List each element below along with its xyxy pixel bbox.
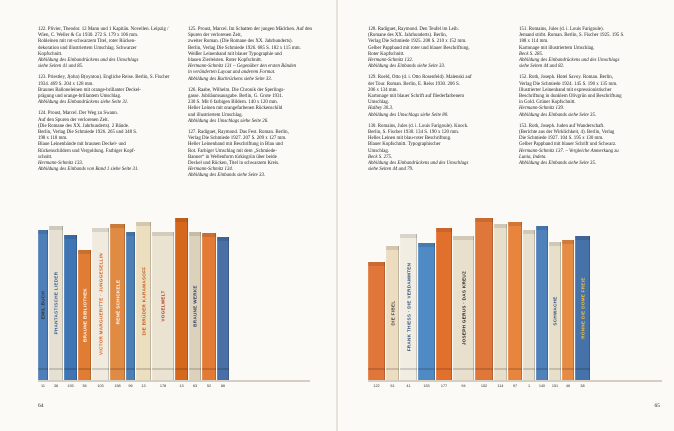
- entry-line: und illustriertem Umschlag.: [188, 112, 243, 118]
- book-spine: [152, 232, 174, 380]
- catalog-number: 151: [551, 384, 559, 388]
- entry-line: Abbildung des Einbands siehe Seite 33.: [188, 173, 266, 179]
- entry-line: 188 x 114 mm.: [519, 39, 549, 45]
- book-spine: [400, 234, 417, 380]
- entry-line: Gelber Pappband mit blauer Schrift und Schwarz.: [519, 142, 617, 148]
- entry-line: Kartonage mit illustriertem Umschlag.: [519, 45, 595, 51]
- spine-top-band: [368, 262, 385, 266]
- page-number-left: 64: [38, 403, 44, 409]
- spine-title: DIE FIBEL: [390, 300, 395, 326]
- entry-line: 123. Priestley, J(ohn) B(oynton). Engliche Reise. Berlin, S. Fischer 1934. 469 S. 204 x 128 mm.: [38, 75, 170, 87]
- catalog-number: 11: [41, 384, 45, 388]
- spine-title: BRAUNE WERKE: [192, 285, 198, 327]
- entry-line: Kopfschnitt.: [38, 51, 63, 57]
- entry-line: Abbildung des Umschlags siehe Seite 26.: [188, 118, 269, 124]
- entry-line: Rohleinen mit rot-schwarzem Titel, roter Rücken-: [38, 39, 136, 45]
- catalog-entry: [188, 130, 324, 180]
- spine-decor-band: [453, 368, 474, 370]
- book-spine: [575, 236, 590, 380]
- spine-decor-band: [508, 368, 522, 370]
- right-bookshelf: [368, 217, 662, 382]
- book-spine: [126, 232, 135, 380]
- entry-line: 230 S. Mit 6 farbigen Bildern. 140 x 120 mm.: [188, 100, 278, 106]
- book-spine: [217, 237, 229, 380]
- book-spine: [562, 240, 574, 380]
- spine-decor-band: [436, 368, 452, 370]
- entry-line: 129. Roeld, Otto (d. i. Otto Rosenfeld). Malenski auf: [368, 75, 472, 81]
- spine-decor-band: [523, 368, 535, 370]
- spine-title: RÖNNE DIE DOME FREIE: [580, 277, 585, 339]
- entry-line: Abbildung des Einbands siehe Seite 35.: [519, 161, 597, 167]
- spine-decor-band: [175, 368, 188, 370]
- catalog-entry: [368, 27, 505, 70]
- book-spine: [418, 243, 435, 380]
- spine-decor-band: [400, 368, 417, 370]
- catalog-entry: [38, 27, 174, 70]
- spine-top-band: [110, 224, 125, 228]
- book-spine: [175, 218, 188, 380]
- entry-line: Banner“ in Wellenform türkisgrün über beide: [188, 154, 277, 160]
- spine-title: RENÉ SCHICKELE: [115, 279, 120, 325]
- entry-line: dekoration und illustriertem Umschlag. Schwarzer: [38, 45, 137, 51]
- spine-title: BRAUNE BIBLIOTHEK: [82, 287, 87, 343]
- spine-top-band: [152, 232, 174, 236]
- entry-line: Abbildung des Einbandrückens und des Umschlags: [368, 161, 469, 167]
- entry-line: Abbildung des Einbandrückens und des Umschlags: [519, 58, 620, 64]
- spine-decor-band: [549, 368, 561, 370]
- entry-line: 124. Proust, Marcel. Der Weg zu Swann.: [38, 111, 118, 117]
- spine-top-band: [508, 222, 522, 226]
- catalog-number: 86: [220, 384, 226, 388]
- catalog-number: 153: [423, 384, 430, 388]
- entry-line: Blaue Leinenbände mit braunen Deckel- und: [38, 142, 126, 148]
- spine-top-band: [418, 243, 435, 247]
- spine-top-band: [494, 224, 507, 228]
- right-column-2: [519, 27, 656, 178]
- book-spine: [523, 230, 535, 380]
- entry-line: Berlin, Verlag Die Schmiede 1926. 685 S. 182 x 115 mm.: [188, 45, 301, 51]
- entry-line: Heller Leinenband mit Beschriftung in Blau und: [188, 142, 283, 148]
- spine-decor-band: [152, 368, 174, 370]
- spine-top-band: [562, 240, 574, 244]
- book-spine: [508, 222, 522, 380]
- entry-line: blauen Zierleisten. Roter Kopfschnitt.: [188, 58, 263, 64]
- spine-top-band: [453, 236, 474, 240]
- left-page: [0, 0, 336, 431]
- entry-line: Lunia, Indeta.: [519, 154, 547, 160]
- catalog-number: 122: [373, 384, 380, 388]
- catalog-number: 158: [114, 384, 121, 388]
- spine-top-band: [64, 235, 77, 239]
- spine-top-band: [78, 250, 91, 254]
- entry-line: Weißer Leinenband mit blauer Typographie und: [188, 51, 282, 57]
- spine-decor-band: [136, 368, 151, 370]
- entry-line: der Tour. Roman. Berlin, E. Reiss 1930. 206 S.: [368, 81, 460, 87]
- entry-line: 152. Roth, Joseph. Hotel Savoy. Roman. Berlin,: [519, 75, 613, 81]
- entry-line: Abbildung des Einbandrückens siehe Seite 31.: [38, 100, 129, 106]
- entry-line: Halbey 30.3.: [368, 106, 394, 112]
- entry-line: Abbildung des Einbands von Band 1 siehe Seite 31.: [38, 167, 139, 173]
- catalog-entry: [38, 75, 174, 106]
- spine-title: DIE BRÜDER KARAMASOFF: [141, 266, 146, 336]
- spine-decor-band: [368, 368, 385, 370]
- catalog-number: 38: [580, 384, 585, 388]
- spine-top-band: [49, 226, 63, 230]
- book-spine: [549, 242, 561, 380]
- spine-top-band: [217, 237, 229, 241]
- entry-line: Roter Kopfschnitt.: [368, 51, 405, 57]
- entry-line: Auf den Spuren der verlorenen Zeit.: [38, 117, 109, 123]
- entry-line: Hermann-Schmitz 132.: [368, 58, 414, 64]
- entry-line: siehe Seiten 44 und 79.: [368, 167, 414, 173]
- spine-top-band: [136, 222, 151, 226]
- spine-top-band: [92, 228, 109, 232]
- catalog-number: 51: [390, 384, 395, 388]
- entry-line: Verlag Die Schmiede 1925. 208 S. 210 x 152 mm.: [368, 39, 467, 45]
- spine-decor-band: [189, 368, 201, 370]
- spine-decor-band: [38, 368, 48, 370]
- spine-top-band: [175, 218, 188, 222]
- spine-top-band: [536, 226, 548, 230]
- catalog-number: 96: [128, 384, 133, 388]
- catalog-number: 1: [527, 384, 531, 388]
- catalog-entry: [519, 27, 656, 70]
- book-spine: [136, 222, 151, 380]
- entry-line: Abbildung des Einbands siehe Seite 35.: [519, 112, 597, 118]
- entry-line: in Gold. Grüner Kopfschnitt.: [519, 100, 576, 106]
- catalog-number: 38: [53, 384, 59, 388]
- right-column-1: [368, 27, 505, 178]
- catalog-number: 152: [480, 384, 488, 388]
- entry-line: 198 x 118 mm.: [38, 136, 68, 142]
- spine-decor-band: [386, 368, 399, 370]
- entry-line: Hermann-Schmitz 134.: [188, 167, 234, 173]
- spine-top-band: [38, 230, 48, 234]
- spine-title: JOSEPH GERUS · DAS KREUZ: [461, 270, 466, 346]
- book-spine: [494, 224, 507, 380]
- catalog-number: 63: [192, 384, 198, 388]
- entry-line: 127. Radiguet, Raymond. Das Fest. Roman. Berlin,: [188, 130, 289, 136]
- entry-line: 206 x 134 mm.: [368, 87, 398, 93]
- entry-line: zweiter Roman. (Die Romane des XX. Jahrhunderts).: [188, 39, 293, 45]
- catalog-number: 46: [565, 384, 571, 388]
- entry-line: Die Schmiede 1927. 104 S. 195 x 130 mm.: [519, 136, 604, 142]
- page-number-right: 65: [654, 403, 660, 409]
- entry-line: Rot. Farbiger Umschlag mit dem „Schmiede-: [188, 148, 277, 154]
- spine-decor-band: [562, 368, 574, 370]
- entry-line: 130. Romains, Jules (d. i. Louis Farigoule). Knock.: [368, 123, 469, 129]
- entry-line: Abbildung des Buchrückens siehe Seite 33.: [188, 76, 272, 82]
- spine-decor-band: [49, 368, 63, 370]
- catalog-number: 103: [97, 384, 104, 388]
- catalog-number: 13: [179, 384, 184, 388]
- shelf-base: [368, 380, 662, 382]
- spine-decor-band: [418, 368, 435, 370]
- entry-line: Verlag Die Schmiede 1927. 207 S. 209 x 127 mm.: [188, 136, 287, 142]
- left-catalog-numbers: [38, 384, 310, 391]
- catalog-number: 36: [82, 384, 87, 388]
- entry-line: Abbildung des Einbands siehe Seite 33.: [368, 64, 446, 70]
- catalog-entry: [368, 75, 505, 118]
- entry-line: Umschlag.: [368, 148, 390, 154]
- spine-top-band: [386, 246, 399, 250]
- book-spine: [92, 228, 109, 380]
- catalog-number: 97: [512, 384, 518, 388]
- spine-title: EMIL BUCH: [40, 290, 46, 320]
- left-column-2: [188, 27, 324, 185]
- book-spine: [368, 262, 385, 380]
- spine-top-band: [549, 242, 561, 246]
- spine-top-band: [202, 233, 216, 237]
- entry-line: Berlin, S. Fischer 1930. 134 S. 190 x 120 mm.: [368, 130, 460, 136]
- book-spine: [536, 226, 548, 380]
- entry-line: Berlin, Verlag Die Schmiede 1926. 265 und 348 S.: [38, 130, 138, 136]
- spine-decor-band: [202, 368, 216, 370]
- spine-decor-band: [475, 368, 493, 370]
- catalog-number: 52: [206, 384, 212, 388]
- book-spine: [475, 218, 493, 380]
- book-spine: [386, 246, 399, 380]
- entry-line: Beck S. 285.: [519, 51, 544, 57]
- spine-decor-band: [110, 368, 125, 370]
- entry-line: in veränderten Layout und anderem Format.: [188, 70, 276, 76]
- entry-line: Braunes Balloneleinen mit orange-brillanter Deckel-: [38, 87, 141, 93]
- spine-title: SCHWACHE: [552, 296, 558, 326]
- catalog-entry: [188, 88, 324, 125]
- entry-line: 126. Raabe, Wilhelm. Die Chronik der Sperlings-: [188, 87, 285, 93]
- catalog-number: 41: [406, 384, 411, 388]
- spine-title: FRANK THIESS · DIE VERDAMMTEN: [406, 262, 411, 352]
- entry-line: Hermann-Schmitz 133.: [38, 161, 84, 167]
- catalog-entry: [38, 111, 174, 173]
- catalog-number: 178: [159, 384, 167, 388]
- entry-line: Beschriftung in dunklem Olivgrün und Beschriftung: [519, 94, 622, 100]
- left-text-columns: [38, 27, 324, 185]
- entry-line: Rückenschildern und Vergoldung. Farbiger Kopf-: [38, 148, 136, 154]
- book-spine: [78, 250, 91, 380]
- entry-line: (Romane des XX. Jahrhunderts). Berlin,: [368, 33, 447, 39]
- shelf-base: [38, 380, 310, 382]
- entry-line: Hermann-Schmitz 139.: [519, 106, 565, 112]
- spine-top-band: [523, 230, 535, 234]
- entry-line: Kartonage mit blauer Schrift auf fliederfarbenem: [368, 94, 465, 100]
- spine-top-band: [436, 228, 452, 232]
- entry-line: (Berichte aus der Wirklichkeit, 4). Berlin, Verlag: [519, 130, 615, 136]
- entry-line: siehe Seiten 41 und 85.: [38, 64, 84, 70]
- book-spine: [38, 230, 48, 380]
- entry-line: Illustrierter Leinenband mit expressionistischer: [519, 87, 612, 93]
- catalog-number: 177: [440, 384, 448, 388]
- entry-line: 122. Plivier, Theodor. 12 Mann und 1 Kapitän. Novellen. Leipzig / Wien, C. Weller & Co 1930. 272 S. 179 x 106 mm.: [38, 27, 169, 39]
- catalog-number: 13: [141, 384, 146, 388]
- entry-line: Jemand stirbt. Roman. Berlin, S. Fischer 1925. 195 S.: [519, 33, 625, 39]
- left-bookshelf: [38, 217, 310, 382]
- book-spine: [64, 235, 77, 380]
- catalog-number: 193: [67, 384, 74, 388]
- spine-decor-band: [126, 368, 135, 370]
- entry-line: gasse. Jubiläumsausgabe. Berlin, G. Grote 1931.: [188, 94, 284, 100]
- catalog-entry: [188, 27, 324, 83]
- entry-line: Deckel und Rücken, Titel in schwarzem Kreis.: [188, 161, 280, 167]
- right-catalog-numbers: [368, 384, 662, 391]
- catalog-number: 114: [497, 384, 504, 388]
- left-column-1: [38, 27, 174, 185]
- spine-title: PHANTASTISCHE LIEDER: [53, 271, 59, 335]
- catalog-number: 140: [538, 384, 546, 388]
- spine-top-band: [126, 232, 135, 236]
- entry-line: (Die Romane des XX. Jahrhunderts). 2 Bände.: [38, 123, 130, 129]
- entry-line: Gelber Pappband mit roter und blauer Beschriftung.: [368, 45, 470, 51]
- spine-decor-band: [217, 368, 229, 370]
- catalog-entry: [519, 75, 656, 118]
- spine-decor-band: [536, 368, 548, 370]
- catalog-entry: [519, 124, 656, 167]
- book-spine: [110, 224, 125, 380]
- spine-title: VOGELWELT: [160, 290, 166, 322]
- entry-line: 128. Radiguet, Raymond. Den Teufel im Leib.: [368, 27, 459, 32]
- spine-decor-band: [92, 368, 109, 370]
- right-text-columns: [368, 27, 656, 178]
- spine-top-band: [575, 236, 590, 240]
- entry-line: Blauer Kopfschnitt. Typographischer: [368, 142, 441, 148]
- spine-title: VICTOR MARGUERITTE · JUNGGESELLIN: [98, 253, 103, 355]
- book-spine: [436, 228, 452, 380]
- spine-top-band: [475, 218, 493, 222]
- book-spine: [49, 226, 63, 380]
- book-spine: [453, 236, 474, 380]
- book-spine: [189, 232, 201, 380]
- entry-line: Umschlag.: [368, 100, 390, 106]
- spine-decor-band: [575, 368, 590, 370]
- spine-decor-band: [64, 368, 77, 370]
- spine-top-band: [189, 232, 201, 236]
- catalog-entry: [368, 124, 505, 174]
- entry-line: prägung und orange-brillantem Umschlag.: [38, 94, 122, 100]
- entry-line: Abbildung des Umschlags siehe Seite 80.: [368, 112, 449, 118]
- entry-line: Abbildung des Einbandrückens und des Umschlags: [38, 58, 139, 64]
- entry-line: siehe Seiten 44 und 82.: [519, 64, 565, 70]
- catalog-number: 94: [461, 384, 466, 388]
- spine-decor-band: [494, 368, 507, 370]
- entry-line: Hermann-Schmitz 131 – Gegenüber den ersten Bänden: [188, 64, 297, 70]
- entry-line: Helles Leinen mit blau-roter Beschriftung.: [368, 136, 452, 142]
- spine-decor-band: [78, 368, 91, 370]
- entry-line: 153. Roth, Joseph. Juden auf Wanderschaft.: [519, 123, 605, 129]
- entry-line: 151. Romains, Jules (d. i. Louis Farigoule).: [519, 27, 604, 32]
- entry-line: schnitt.: [38, 154, 53, 160]
- entry-line: Verlag Die Schmiede 1924. 145 S. 190 x 135 mm.: [519, 81, 618, 87]
- entry-line: Heller Leinen mit orangefarbenen Rückenschild: [188, 106, 283, 112]
- entry-line: 125. Proust, Marcel. Im Schatten der jungen Mädchen. Auf den Spuren der verlorenen Zeit,: [188, 27, 313, 39]
- spine-top-band: [400, 234, 417, 238]
- entry-line: Beck S. 275.: [368, 154, 393, 160]
- right-page: [338, 0, 674, 431]
- book-spine: [202, 233, 216, 380]
- entry-line: Hermann-Schmitz 137. – Vergleiche Anmerkung zu: [519, 148, 619, 154]
